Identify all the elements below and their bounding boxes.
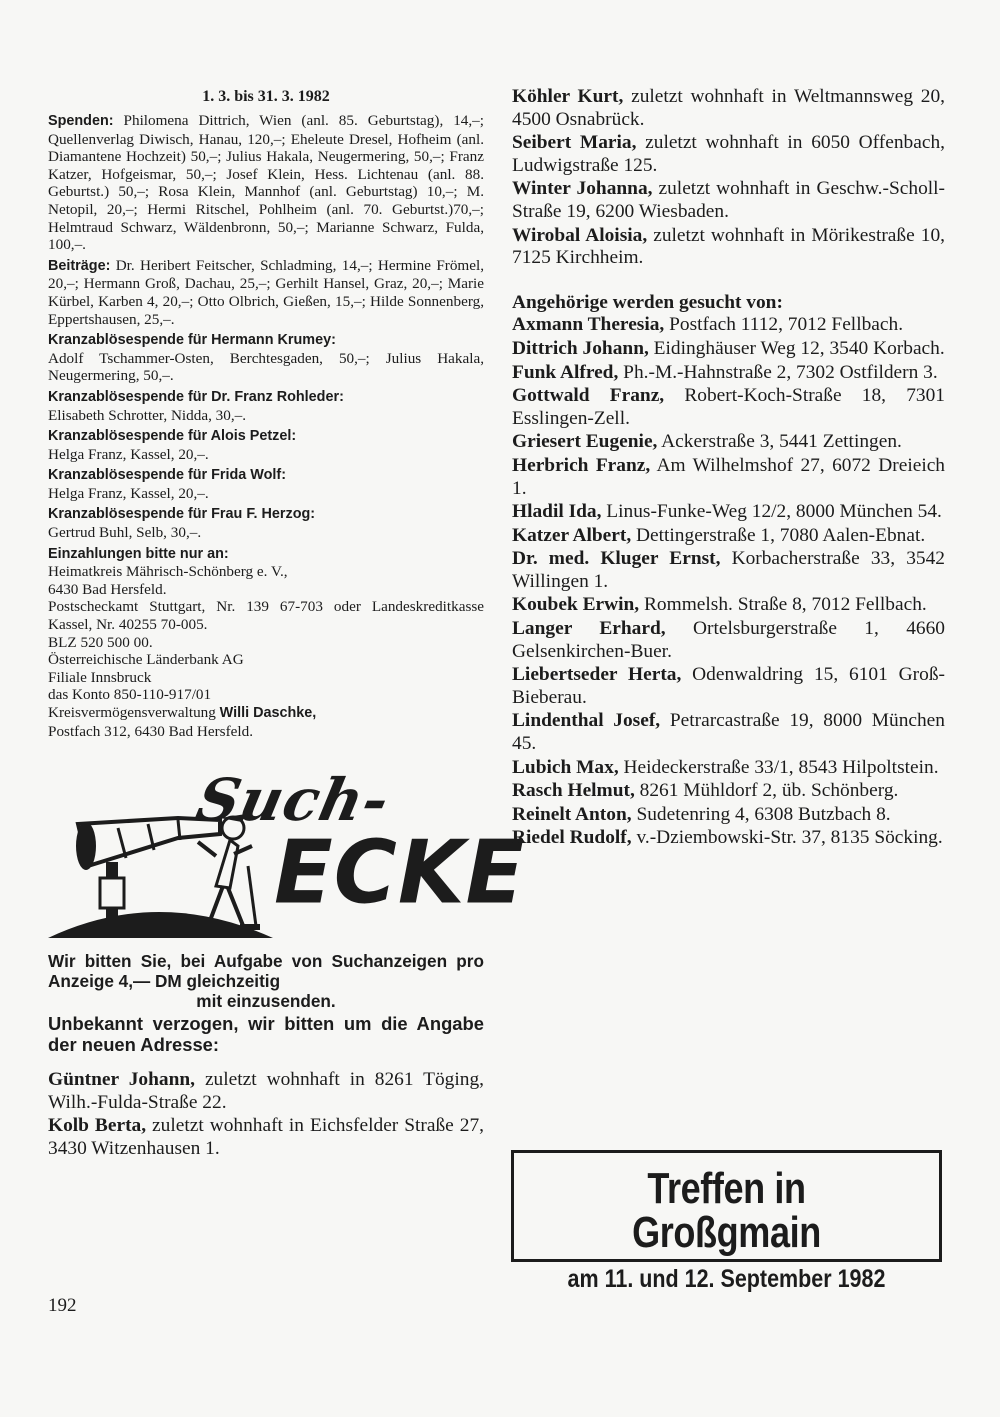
entry-text: zuletzt wohnhaft in Weltmannsweg 20, 4500 Osnabrück. bbox=[512, 86, 945, 130]
entry-name: Koubek Erwin, bbox=[512, 594, 640, 616]
list-item bbox=[512, 501, 945, 524]
einzahlungen-line: BLZ 520 500 00. bbox=[48, 633, 153, 651]
einzahlungen-line: Heimatkreis Mährisch-Schönberg e. V., bbox=[48, 563, 288, 581]
list-item bbox=[512, 455, 945, 500]
entry-name: Axmann Theresia, bbox=[512, 314, 665, 336]
left-entries bbox=[48, 1069, 484, 1160]
entry-name: Langer Erhard, bbox=[512, 618, 666, 640]
entry-text: zuletzt wohnhaft in 6050 Offenbach, Ludwigstraße 125. bbox=[512, 132, 945, 176]
entry-name: Wirobal Aloisia, bbox=[512, 224, 648, 246]
entry-name: Griesert Eugenie, bbox=[512, 431, 658, 453]
spenden-paragraph bbox=[48, 112, 484, 254]
list-item bbox=[512, 780, 945, 803]
einzahlungen-block bbox=[48, 546, 484, 741]
entry-name: Rasch Helmut, bbox=[512, 780, 635, 802]
entry-text: Odenwaldring 15, 6101 Groß-Bieberau. bbox=[512, 664, 945, 708]
list-item bbox=[512, 757, 945, 780]
kreis-prefix: Kreisvermögensverwaltung bbox=[48, 704, 220, 721]
list-item bbox=[512, 338, 945, 361]
kranz-heading: Kranzablösespende für Frida Wolf: bbox=[48, 467, 287, 484]
kreis-address: Postfach 312, 6430 Bad Hersfeld. bbox=[48, 722, 253, 740]
entry-name: Reinelt Anton, bbox=[512, 803, 632, 825]
treffen-title: Treffen in Großgmain bbox=[632, 1164, 821, 1257]
kranz-text: Elisabeth Schrotter, Nidda, 30,–. bbox=[48, 406, 247, 424]
notice-fee: Wir bitten Sie, bei Aufgabe von Suchanzeigen pro Anzeige 4,— DM gleichzeitig bbox=[48, 951, 484, 992]
kranz-heading: Kranzablösespende für Alois Petzel: bbox=[48, 428, 297, 445]
treffen-announcement-box bbox=[511, 1150, 942, 1293]
entry-name: Dr. med. Kluger Ernst, bbox=[512, 548, 721, 570]
list-item bbox=[48, 1115, 484, 1160]
einzahlungen-line: 6430 Bad Hersfeld. bbox=[48, 580, 167, 598]
page-number: 192 bbox=[48, 1295, 77, 1316]
entry-text: zuletzt wohnhaft in Geschw.-Scholl-Straße 19, 6200 Wiesbaden. bbox=[512, 178, 945, 222]
kranz-text: Helga Franz, Kassel, 20,–. bbox=[48, 484, 209, 502]
entry-text: zuletzt wohnhaft in 8261 Töging, Wilh.-Fulda-Straße 22. bbox=[48, 1069, 485, 1113]
spenden-text: Philomena Dittrich, Wien (anl. 85. Geburtstag), 14,–; Quellenverlag Diwisch, Hanau, 120,–; Eheleute Dresel, Hofheim (anl. Diamantene Hochzeit) 50,–; Julius Hakala, Neugermering, 50,–; Franz Katzer, Hofgeismar, 50,–; Josef Klein, Hess. Lichtenau (anl. 88. Geburtst.) 50,–; Rosa Klein, Mannhof (anl. Geburtstag) 10,–; M. Netopil, 20,–; Hermi Ritschel, Pohlheim (anl. 70. Geburtst.)70,–; Helmtraud Schwarz, Wäldenbronn, 50,–; Marianne Schwarz, Fulda, 100,–. bbox=[48, 112, 484, 254]
kranz-text: Adolf Tschammer-Osten, Berchtesgaden, 50,–; Julius Hakala, Neugermering, 50,–. bbox=[48, 349, 484, 385]
such-ecke-logo bbox=[48, 766, 526, 941]
list-item bbox=[512, 804, 945, 827]
entry-name: Liebertseder Herta, bbox=[512, 664, 682, 686]
list-item bbox=[512, 431, 945, 454]
kranz-heading: Kranzablösespende für Hermann Krumey: bbox=[48, 332, 336, 349]
kranz-heading: Kranzablösespende für Frau F. Herzog: bbox=[48, 506, 316, 523]
entry-text: Dettingerstraße 1, 7080 Aalen-Ebnat. bbox=[631, 524, 926, 546]
entry-name: Lindenthal Josef, bbox=[512, 710, 661, 732]
beitraege-paragraph bbox=[48, 257, 484, 328]
date-heading: 1. 3. bis 31. 3. 1982 bbox=[202, 88, 330, 105]
beitraege-label: Beiträge: bbox=[48, 257, 111, 274]
entry-name: Güntner Johann, bbox=[48, 1069, 195, 1091]
entry-text: zuletzt wohnhaft in Mörikestraße 10, 7125 Kirchheim. bbox=[512, 224, 945, 269]
entry-text: Postfach 1112, 7012 Fellbach. bbox=[664, 314, 904, 336]
list-item bbox=[512, 385, 945, 430]
entry-name: Funk Alfred, bbox=[512, 361, 619, 383]
list-item bbox=[512, 86, 945, 131]
list-item bbox=[512, 827, 945, 850]
einzahlungen-line: Filiale Innsbruck bbox=[48, 668, 152, 686]
right-column bbox=[512, 86, 945, 851]
einzahlungen-line: das Konto 850-110-917/01 bbox=[48, 686, 212, 704]
notice-unknown-address: Unbekannt verzogen, wir bitten um die Angabe der neuen Adresse: bbox=[48, 1013, 484, 1056]
entry-text: Robert-Koch-Straße 18, 7301 Esslingen-Zell. bbox=[512, 385, 946, 429]
entry-text: 8261 Mühldorf 2, üb. Schönberg. bbox=[634, 780, 899, 802]
entry-name: Lubich Max, bbox=[512, 756, 619, 778]
entry-text: Ackerstraße 3, 5441 Zettingen. bbox=[657, 431, 902, 453]
entry-text: Korbacherstraße 33, 3542 Willingen 1. bbox=[512, 548, 945, 592]
entry-name: Kolb Berta, bbox=[48, 1115, 147, 1137]
entry-text: Linus-Funke-Weg 12/2, 8000 München 54. bbox=[601, 501, 942, 523]
entry-name: Herbrich Franz, bbox=[512, 454, 651, 476]
list-item bbox=[512, 525, 945, 548]
kreis-name: Willi Daschke, bbox=[219, 705, 317, 721]
entry-name: Gottwald Franz, bbox=[512, 385, 665, 407]
kreis-line bbox=[48, 704, 484, 723]
entry-name: Riedel Rudolf, bbox=[512, 827, 632, 849]
einzahlungen-heading: Einzahlungen bitte nur an: bbox=[48, 545, 229, 562]
ecke-word: ECKE bbox=[274, 822, 526, 925]
list-item bbox=[48, 1069, 484, 1114]
entry-text: Ortelsburgerstraße 1, 4660 Gelsenkirchen-Buer. bbox=[512, 618, 946, 662]
spenden-label: Spenden: bbox=[48, 113, 114, 129]
telescope-lens bbox=[76, 822, 96, 870]
list-item bbox=[512, 594, 945, 617]
entry-name: Seibert Maria, bbox=[512, 132, 637, 154]
entry-text: Sudetenring 4, 6308 Butzbach 8. bbox=[631, 803, 891, 825]
entry-text: Eidinghäuser Weg 12, 3540 Korbach. bbox=[648, 337, 945, 359]
list-item bbox=[512, 548, 945, 593]
list-item bbox=[512, 132, 945, 177]
list-item bbox=[512, 710, 945, 755]
kranz-text: Helga Franz, Kassel, 20,–. bbox=[48, 445, 209, 463]
entry-name: Köhler Kurt, bbox=[512, 86, 624, 107]
entry-text: v.-Dziembowski-Str. 37, 8135 Söcking. bbox=[631, 827, 943, 849]
entry-text: zuletzt wohnhaft in Eichsfelder Straße 27, 3430 Witzenhausen 1. bbox=[48, 1115, 484, 1159]
list-item bbox=[512, 314, 945, 337]
list-item bbox=[512, 664, 945, 709]
einzahlungen-line: Postscheckamt Stuttgart, Nr. 139 67-703 oder Landeskreditkasse Kassel, Nr. 40255 70-005. bbox=[48, 598, 484, 634]
beitraege-text: Dr. Heribert Feitscher, Schladming, 14,–; Hermine Frömel, 20,–; Hermann Groß, Dachau, 25,–; Gerhilt Hansel, Graz, 20,–; Marie Kürbel, Karben 4, 20,–; Otto Olbrich, Gießen, 15,–; Hilde Sonnenberg, Eppertshausen, 25,–. bbox=[48, 256, 484, 328]
kranz-heading: Kranzablösespende für Dr. Franz Rohleder: bbox=[48, 388, 344, 405]
entry-name: Winter Johanna, bbox=[512, 178, 653, 200]
angehoerige-heading: Angehörige werden gesucht von: bbox=[512, 291, 783, 313]
entry-text: Am Wilhelmshof 27, 6072 Dreieich 1. bbox=[512, 454, 946, 499]
entry-text: Rommelsh. Straße 8, 7012 Fellbach. bbox=[639, 594, 927, 616]
kranz-text: Gertrud Buhl, Selb, 30,–. bbox=[48, 524, 202, 542]
treffen-date: am 11. und 12. September 1982 bbox=[567, 1265, 886, 1293]
left-column bbox=[48, 88, 526, 1162]
list-item bbox=[512, 225, 945, 270]
list-item bbox=[512, 362, 945, 385]
entry-name: Hladil Ida, bbox=[512, 501, 602, 523]
einzahlungen-line: Österreichische Länderbank AG bbox=[48, 651, 244, 669]
notice-fee-continued: mit einzusenden. bbox=[196, 991, 336, 1012]
entry-text: Ph.-M.-Hahnstraße 2, 7302 Ostfildern 3. bbox=[618, 361, 938, 383]
list-item bbox=[512, 618, 945, 663]
entry-text: Petrarcastraße 19, 8000 München 45. bbox=[512, 710, 945, 755]
entry-text: Heideckerstraße 33/1, 8543 Hilpoltstein. bbox=[618, 756, 939, 778]
entry-name: Katzer Albert, bbox=[512, 524, 632, 546]
entry-name: Dittrich Johann, bbox=[512, 337, 649, 359]
list-item bbox=[512, 178, 945, 223]
such-script-text: Such- bbox=[190, 766, 396, 835]
